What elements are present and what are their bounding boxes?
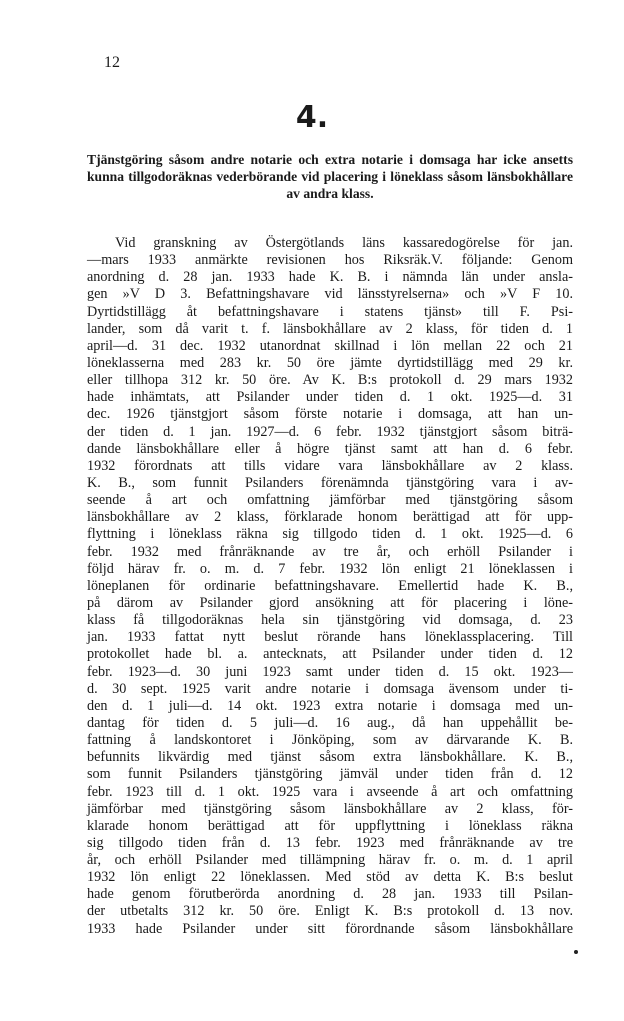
text-line: febr. 1932 med frånräknande av tre år, och erhöll Psilander i — [87, 543, 573, 560]
text-line: april—d. 31 dec. 1932 utanordnat skillnad i lön mellan 22 och 21 — [87, 337, 573, 354]
text-line: 1933 hade Psilander under sitt förordnande såsom länsbokhållare — [87, 920, 573, 937]
text-line: löneplanen för ordinarie befattningshavare. Emellertid hade K. B., — [87, 577, 573, 594]
text-line: befunnits likvärdig med tjänst såsom extra länsbokhållare. K. B., — [87, 749, 573, 766]
text-line: följd härav fr. o. m. d. 7 febr. 1932 lön enligt 21 löneklassen i — [87, 560, 573, 577]
text-line: löneklasserna med 283 kr. 50 öre jämte dyrtidstillägg med 29 kr. — [87, 354, 573, 371]
text-line: der tiden d. 1 jan. 1927—d. 6 febr. 1932 tjänstgjort såsom biträ- — [87, 423, 573, 440]
text-line: gen »V D 3. Befattningshavare vid länsstyrelserna» och »V F 10. — [87, 286, 573, 303]
text-line: lander, som då varit t. f. länsbokhållare av 2 klass, för tiden d. 1 — [87, 320, 573, 337]
text-line: eller tillhopa 312 kr. 50 öre. Av K. B:s protokoll d. 29 mars 1932 — [87, 372, 573, 389]
text-line: klarade honom berättigad att för uppflyttning i löneklass räkna — [87, 817, 573, 834]
text-line: Dyrtidstillägg åt befattningshavare i statens tjänst» till F. Psi- — [87, 303, 573, 320]
text-line: länsbokhållare av 2 klass, förklarade honom berättigad att för upp- — [87, 509, 573, 526]
text-line: jämförbar med tjänstgöring såsom länsbokhållare av 2 klass, för- — [87, 800, 573, 817]
text-line: dande länsbokhållare eller å högre tjänst samt att han d. 6 febr. — [87, 440, 573, 457]
text-line: protokollet hade bl. a. antecknats, att Psilander under tiden d. 12 — [87, 646, 573, 663]
text-line: jan. 1933 fattat nytt beslut rörande hans löneklassplacering. Till — [87, 629, 573, 646]
text-line: dec. 1926 tjänstgjort såsom förste notarie i domsaga, att han un- — [87, 406, 573, 423]
text-line: flyttning i löneklass räkna sig tillgodo tiden d. 1 okt. 1925—d. 6 — [87, 526, 573, 543]
text-line: febr. 1923—d. 30 juni 1923 samt under tiden d. 15 okt. 1923— — [87, 663, 573, 680]
text-line: —mars 1933 anmärkte revisionen hos Riksräk.V. följande: Genom — [87, 252, 573, 269]
text-line: febr. 1923 till d. 1 okt. 1925 vara i avseende å art och omfattning — [87, 783, 573, 800]
section-number: 4. — [295, 100, 329, 135]
text-line: fattning å landskontoret i Jönköping, som av därvarande K. B. — [87, 732, 573, 749]
text-line: anordning d. 28 jan. 1933 hade K. B. i nämnda län under ansla- — [87, 269, 573, 286]
text-line: 1932 lön enligt 22 löneklassen. Med stöd av detta K. B:s beslut — [87, 869, 573, 886]
text-line: den d. 1 juli—d. 14 okt. 1923 extra notarie i domsaga med un- — [87, 697, 573, 714]
text-line: år, och erhöll Psilander med tillämpning härav fr. o. m. d. 1 april — [87, 852, 573, 869]
text-line: der utbetalts 312 kr. 50 öre. Enligt K. B:s protokoll d. 13 nov. — [87, 903, 573, 920]
text-line: K. B., som funnit Psilanders förenämnda tjänstgöring vara i av- — [87, 474, 573, 491]
text-line: dantag för tiden d. 5 juli—d. 16 aug., då han uppehållit be- — [87, 714, 573, 731]
text-line: Vid granskning av Östergötlands läns kassaredogörelse för jan. — [115, 235, 573, 251]
text-line: 1932 förordnats att tills vidare vara länsbokhållare av 2 klass. — [87, 457, 573, 474]
text-line: hade genom förutberörda anordning d. 28 jan. 1933 till Psilan- — [87, 886, 573, 903]
text-line: klass få tillgodoräknas hela sin tjänstgöring vid domsaga, d. 23 — [87, 612, 573, 629]
text-line: på därom av Psilander gjord ansökning att för placering i löne- — [87, 594, 573, 611]
page-number: 12 — [104, 54, 120, 71]
body-text — [87, 235, 573, 938]
text-line: seende å art och omfattning jämförbar med tjänstgöring såsom — [87, 492, 573, 509]
text-line: som funnit Psilanders tjänstgöring jämväl under tiden från d. 12 — [87, 766, 573, 783]
text-line: sig tillgodo tiden från d. 13 febr. 1923 med frånräknande av tre — [87, 834, 573, 851]
stray-dot-mark — [574, 950, 578, 954]
text-line: d. 30 sept. 1925 varit andre notarie i domsaga ävensom under ti- — [87, 680, 573, 697]
section-heading: Tjänstgöring såsom andre notarie och extra notarie i domsaga har icke ansetts kunna tillgodoräknas vederbörande vid placering i löneklass såsom länsbokhållare av andra klass. — [87, 152, 573, 201]
text-line: hade inhämtats, att Psilander under tiden d. 1 okt. 1925—d. 31 — [87, 389, 573, 406]
